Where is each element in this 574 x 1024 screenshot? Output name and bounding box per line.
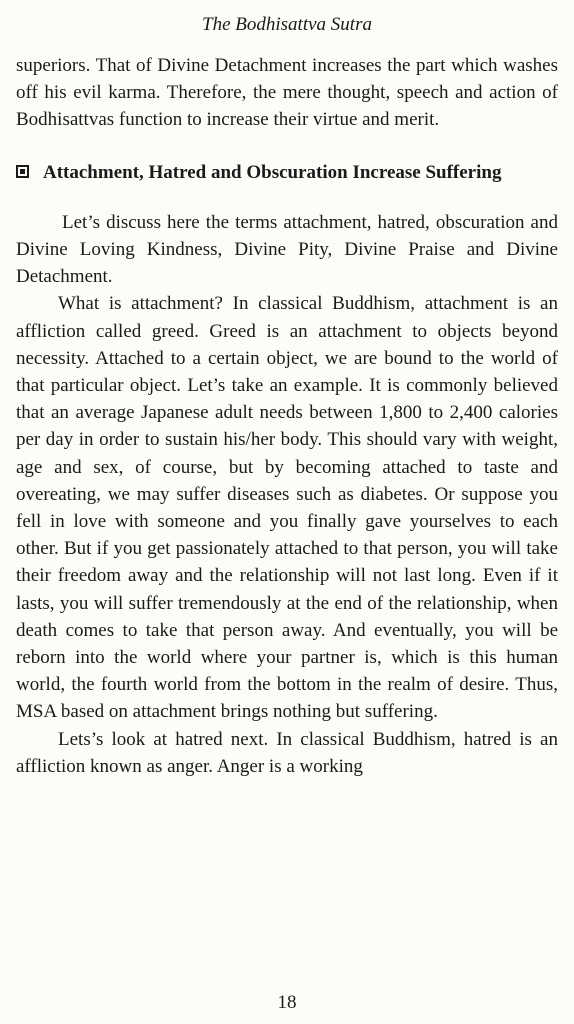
square-bullet-icon [16,165,29,178]
body-paragraph: Let’s discuss here the terms attachment, hatred, obscuration and Divine Loving Kindness, Divine Pity, Divine Praise and Divine Detachment. [16,211,558,288]
book-page [16,0,558,780]
section-heading [16,159,558,186]
running-header: The Bodhisattva Sutra [202,14,372,35]
body-paragraph: What is attachment? In classical Buddhism, attachment is an affliction called greed. Greed is an attachment to objects beyond necessity. Attached to a certain object, we are bound to the world of that particular object. Let’s take an example. It is commonly believed that an average Japanese adult needs between 1,800 to 2,400 calories per day in order to sustain his/her body. This should vary with weight, age and sex, of course, but by becoming attached to taste and overeating, we may suffer diseases such as diabetes. Or suppose you fell in love with someone and you finally gave yourselves to each other. But if you get passionately attached to that person, you will take their freedom away and the relationship will not last long. Even if it lasts, you will suffer tremendously at the end of the relationship, when death comes to take that person away. And eventually, you will be reborn into the world where your partner is, which is this human world, the fourth world from the bottom in the realm of desire. Thus, MSA based on attachment brings nothing but suffering. [16,293,558,723]
page-number: 18 [277,992,297,1013]
section-heading-text: Attachment, Hatred and Obscuration Increase Suffering [43,161,502,183]
body-paragraph: Lets’s look at hatred next. In classical Buddhism, hatred is an affliction known as anger. Anger is a working [16,728,558,777]
continuation-paragraph: superiors. That of Divine Detachment increases the part which washes off his evil karma. Therefore, the mere thought, speech and action of Bodhisattvas function to increase their virtue and merit. [16,55,558,131]
